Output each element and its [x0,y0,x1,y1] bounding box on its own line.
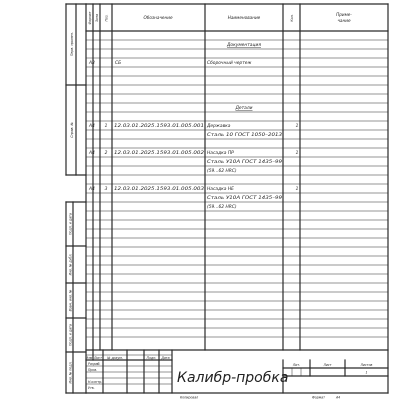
header-qty: Кол. [290,14,294,22]
spec-table-grid [86,4,388,350]
left-sidebar [66,4,86,393]
row-pos: 2 [104,151,108,156]
row-format: А4 [89,151,95,156]
section-details: Детали [235,106,253,111]
row-qty: 1 [295,124,299,129]
row-format: А4 [89,187,95,192]
section-documentation: Документация [227,43,261,48]
row-pos: 1 [104,124,108,129]
tb-sheets-value: 1 [365,370,368,375]
tb-sign: Подп. [146,355,157,360]
document-title: Калибр-пробка [177,370,289,386]
tb-checked: Пров. [88,367,98,372]
header-designation: Обозначение [143,15,173,20]
row-name: Сборочный чертеж [207,61,252,66]
sidebar-sign-date-2: Подп. и дата [68,324,73,346]
row-name: Насадка НЕ [207,187,234,192]
tb-date: Дата [161,355,170,360]
row-designation: 12.03.01.2025.1593.01.005.001 [114,124,186,129]
row-spec: Сталь У10А ГОСТ 1435–99 [207,160,267,165]
sidebar-inv-repl: Взам. инв. № [68,289,73,312]
tb-lit: Лит. [292,363,301,367]
row-spec: (59...62 HRC) [207,169,237,174]
table-row [88,123,299,129]
header-note-line2: чание [337,18,351,23]
tb-doc-no: № докум. [107,355,123,360]
tb-izm: Изм. [85,355,94,360]
header-name: Наименование [227,15,261,20]
row-format: А3 [89,61,95,66]
row-spec: Сталь У10А ГОСТ 1435–99 [207,196,267,201]
row-designation: 12.03.01.2025.1593.01.005.002 [114,151,186,156]
table-row [88,186,299,192]
footer-copied: Копировал [180,395,199,400]
footer [180,396,340,400]
sidebar-inv-dup: Инв. № дубл. [68,253,73,276]
row-qty: 1 [295,187,299,192]
row-spec: (59...62 HRC) [207,205,237,210]
row-pos: 3 [104,187,108,192]
table-row [88,150,299,156]
row-format: А4 [89,124,95,129]
header-zone: Зона [95,13,99,23]
header-format: Формат [88,11,92,25]
tb-sheets: Листов [360,363,373,367]
header-pos: Поз. [104,14,109,22]
tb-list: Лист [93,355,103,360]
tb-sheet: Лист [323,363,332,367]
header-note-line1: Приме- [336,12,352,17]
table-header [88,11,352,24]
tb-approved: Утв. [88,385,95,390]
sidebar-first-use: Перв. примен. [70,32,74,56]
footer-format-label: Формат [312,395,325,400]
sidebar-inv-orig: Инв. № подл. [68,361,73,384]
row-name: Насадка ПР [207,151,234,156]
sidebar-ref-no: Справ. № [70,122,74,138]
row-spec: Сталь 10 ГОСТ 1050–2013 [207,133,267,138]
row-designation: 12.03.01.2025.1593.01.005.003 [114,187,186,192]
row-designation: СБ [115,61,122,66]
tb-norm: Н.контр. [88,379,103,384]
row-name: Державка [207,124,231,129]
tb-developed: Разраб. [88,361,101,366]
sidebar-sign-date-1: Подп. и дата [68,213,73,235]
row-qty: 1 [295,151,299,156]
title-block [86,350,388,393]
footer-format-value: А4 [336,395,341,400]
